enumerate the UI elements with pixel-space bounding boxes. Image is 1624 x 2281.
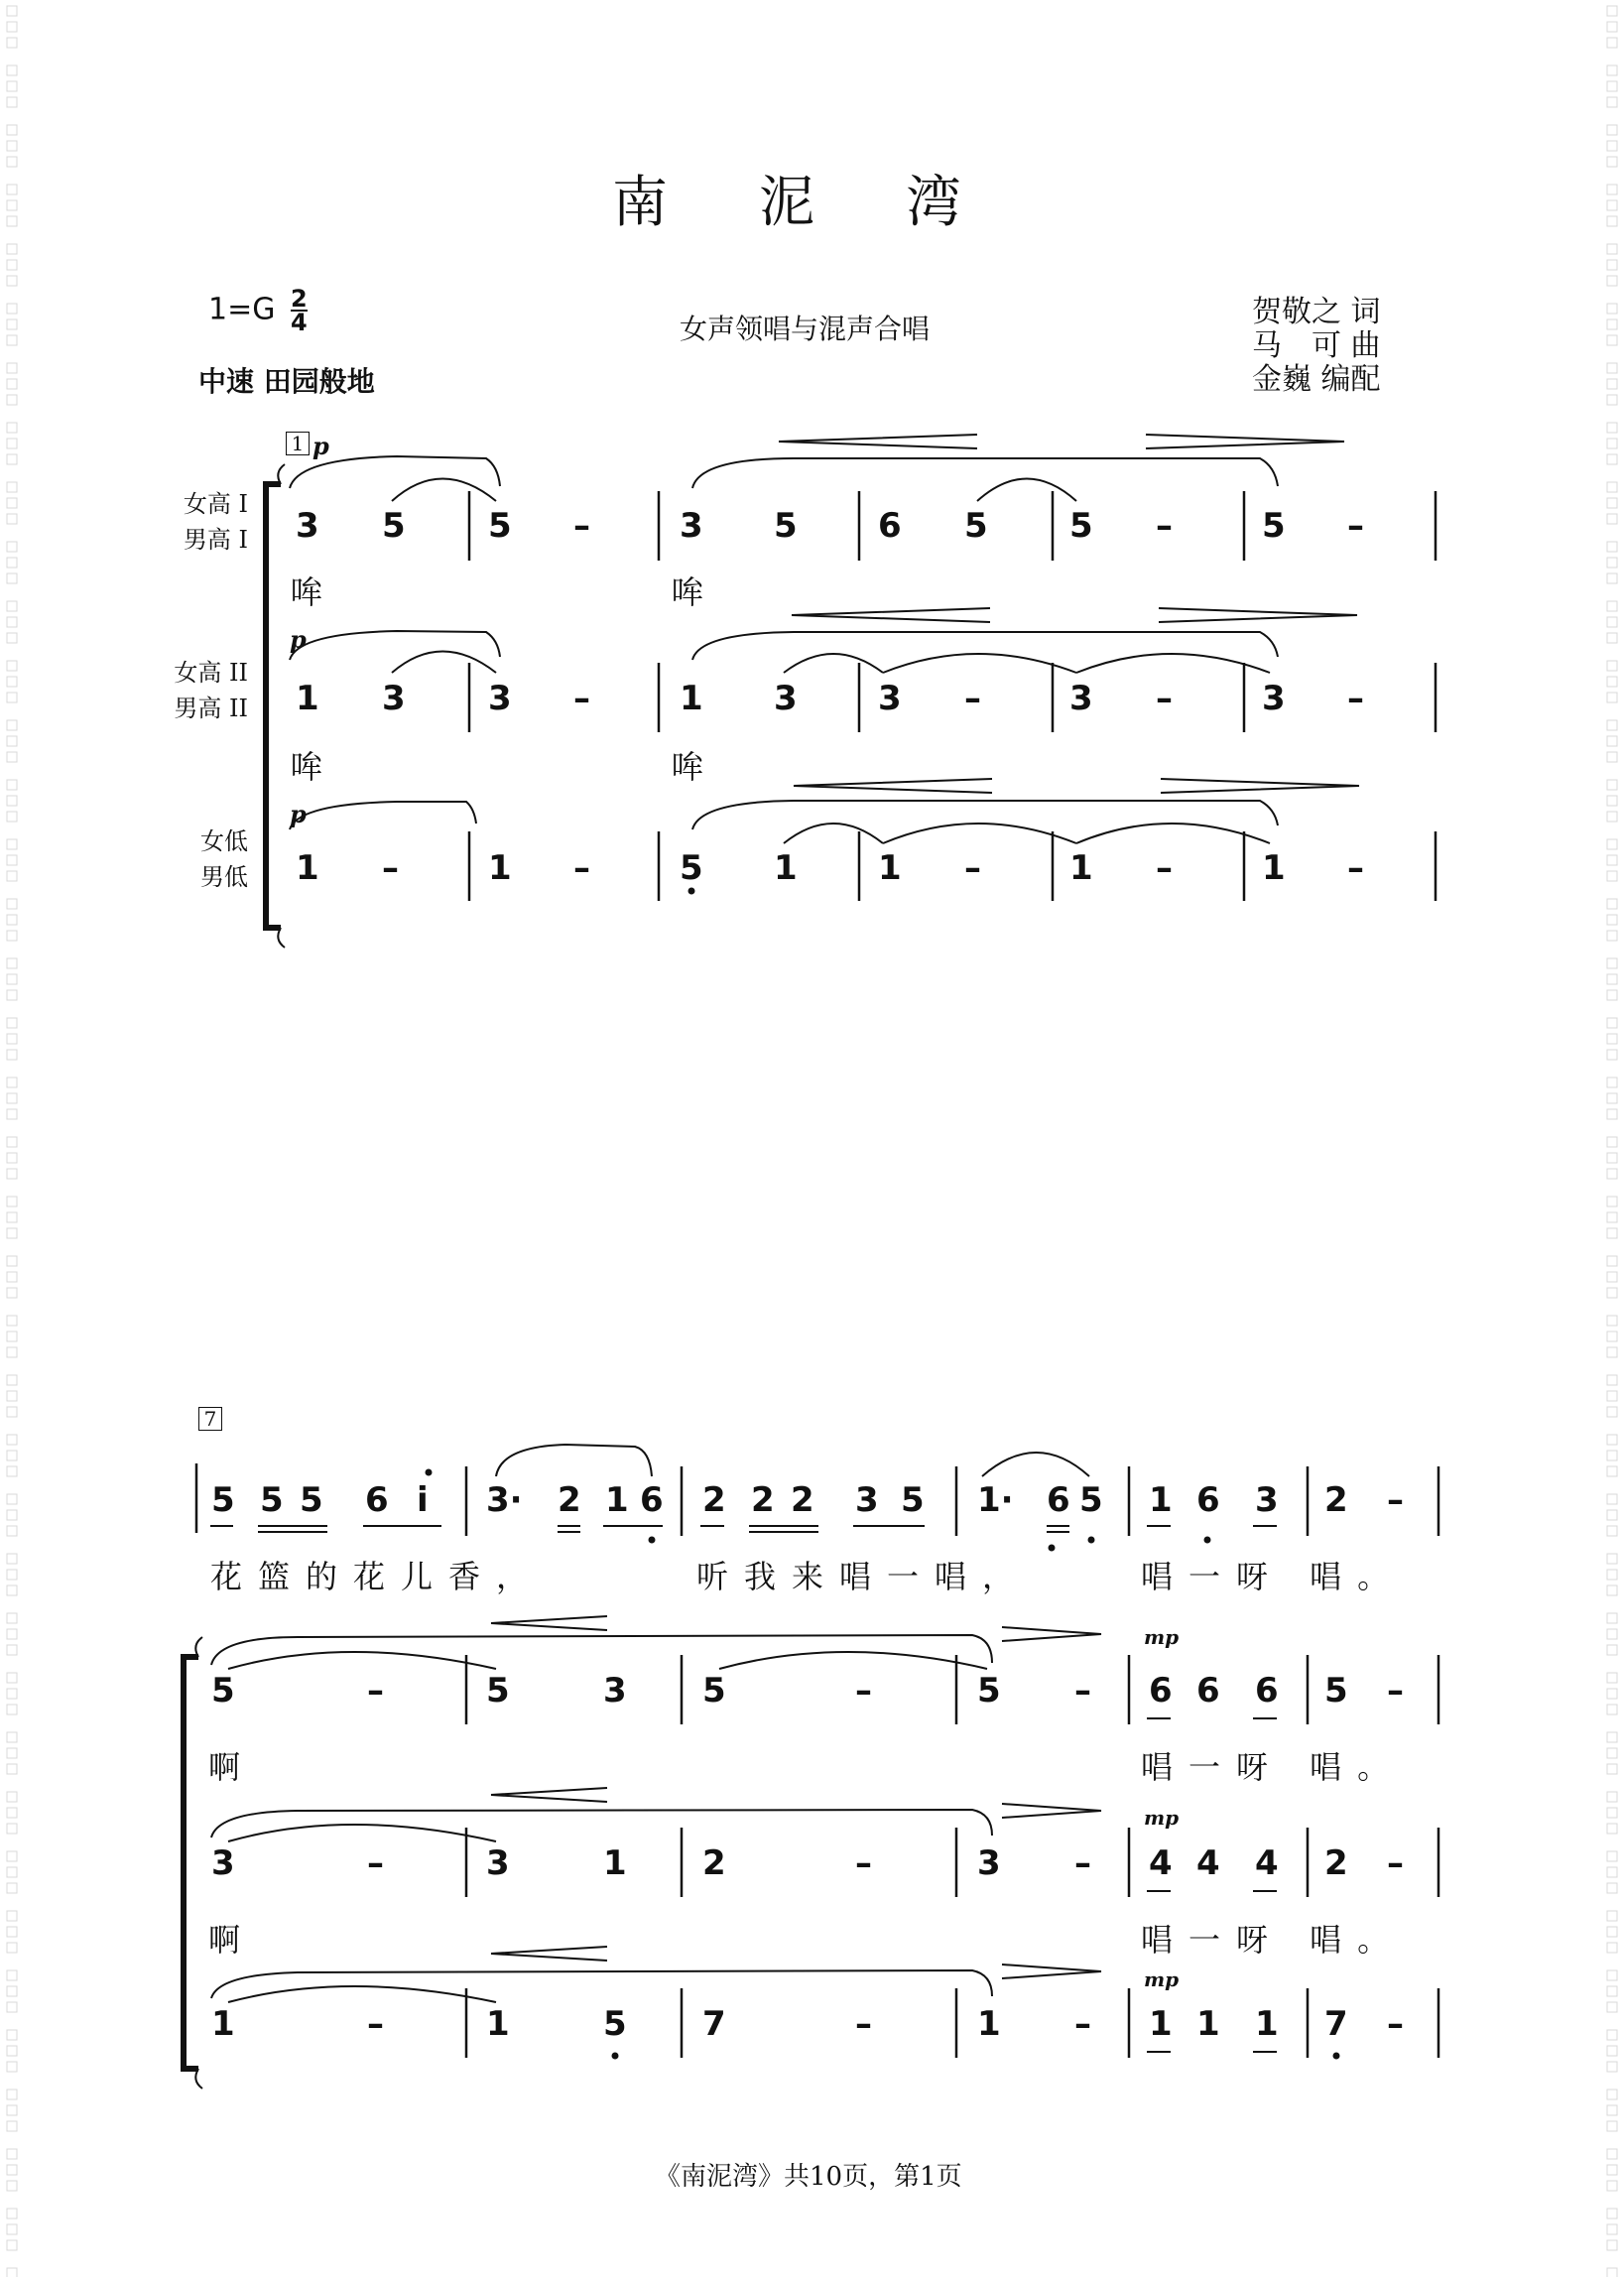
note: – [964,679,981,718]
note: 6 [878,506,902,546]
crescendo-hairpin [491,1616,607,1630]
note: – [1156,506,1173,546]
note: 3 [855,1480,879,1520]
crescendo-hairpin [792,608,990,622]
note: 1 [486,2004,510,2044]
note: – [573,679,590,718]
note: 5 [1324,1671,1348,1711]
dynamic-p: p [312,432,329,460]
lyric: 唱一呀 唱。 [1141,1558,1406,1595]
note: 1 [488,848,512,888]
note: 6 [1047,1480,1070,1520]
part-label-line: 女低 [200,827,248,855]
tie [228,1652,496,1669]
note: 1 [211,2004,235,2044]
note: 3 [486,1843,510,1883]
slur [692,632,1278,660]
note: 1 [977,2004,1001,2044]
note: – [367,2004,384,2044]
note: 2 [1324,1843,1348,1883]
note: 2 [751,1480,775,1520]
tempo-marking: 中速 田园般地 [198,365,375,398]
note: – [1156,679,1173,718]
note: – [1347,506,1364,546]
note: 7 [702,2004,726,2044]
barlines-s2p1 [466,1655,1438,1724]
lyric: 唱一呀 唱。 [1141,1748,1406,1786]
note: 3 [1262,679,1286,718]
note: 5 [774,506,798,546]
note: 3 [774,679,798,718]
slur [211,1970,992,1998]
note: 5 [1262,506,1286,546]
part-label-line: 女高 I [183,490,248,518]
dynamic-mp: mp [1144,1625,1180,1649]
note: – [382,848,399,888]
note: 5 [603,2004,627,2044]
lyric: 唱一呀 唱。 [1141,1921,1406,1959]
key-label: 1=G [208,292,276,327]
lyric: 听我来唱一唱， [696,1558,1031,1595]
dynamic-mp: mp [1144,1806,1180,1830]
note: 3 [977,1843,1001,1883]
note: – [1387,1671,1404,1711]
dynamic-p: p [290,800,307,828]
note: 5 [964,506,988,546]
time-sig-bottom: 4 [291,309,308,336]
credit-arranger: 金巍 编配 [1252,362,1381,397]
note: 1 [1149,1480,1173,1520]
tie [228,1986,496,2002]
barlines-part3 [469,831,1436,901]
note: 1 [1255,2004,1279,2044]
dynamic-p: p [290,625,307,654]
note: 1 [1149,2004,1173,2044]
page-title: 南 泥 湾 [612,171,979,235]
lyric: 哞 [672,748,720,786]
system1-bracket [266,484,281,928]
note: 6 [1255,1671,1279,1711]
time-sig-top: 2 [291,285,308,313]
note: 5 [702,1671,726,1711]
part-label-line: 女高 II [174,659,248,687]
barlines-s2p2 [466,1828,1438,1897]
note: 6 [1196,1671,1220,1711]
note: 5 [1079,1480,1103,1520]
note: 1 [603,1843,627,1883]
note: 3 [1255,1480,1279,1520]
tie [883,654,1076,673]
part-label-line: 男高 I [183,526,248,554]
crescendo-hairpin [779,435,977,448]
crescendo-hairpin [491,1788,607,1802]
note: 1 [296,679,319,718]
tie [977,479,1076,502]
lyric: 花篮的花儿香， [210,1558,545,1595]
barlines-s2p3 [466,1988,1438,2058]
credit-lyricist: 贺敬之 词 [1252,295,1381,329]
low-octave-dot [688,888,695,895]
slur [982,1453,1089,1476]
bracket-hook [195,2069,202,2089]
note: – [1347,848,1364,888]
tie [784,824,883,843]
note: 5 [1069,506,1093,546]
note: 5 [488,506,512,546]
note: 3 [1069,679,1093,718]
note: 2 [558,1480,581,1520]
note: 3· [486,1480,523,1520]
tie [1076,824,1270,843]
note: 5 [260,1480,284,1520]
lyric: 哞 [291,573,339,611]
rehearsal-mark-1: 1 [286,432,310,455]
slur [290,802,476,829]
note: 5 [211,1671,235,1711]
note: 3 [382,679,406,718]
bracket-hook [278,464,285,484]
decrescendo-hairpin [1161,779,1359,793]
note: 3 [488,679,512,718]
note: 6 [1149,1671,1173,1711]
note: – [367,1671,384,1711]
note: – [1387,1480,1404,1520]
note: – [573,506,590,546]
note: 2 [791,1480,814,1520]
note: 5 [680,848,703,888]
barlines-part1 [469,491,1436,561]
note: 1 [296,848,319,888]
crescendo-hairpin [491,1947,607,1961]
note: – [573,848,590,888]
note: – [1347,679,1364,718]
note: 4 [1149,1843,1173,1883]
note: 7 [1324,2004,1348,2044]
note: 3 [878,679,902,718]
note: 1 [774,848,798,888]
note: – [1156,848,1173,888]
part-label-line: 男高 II [174,695,248,722]
page-footer: 《南泥湾》共10页，第1页 [655,2162,962,2192]
note: 3 [680,506,703,546]
note: 3 [296,506,319,546]
tie [392,652,496,674]
slur [211,1810,992,1837]
tie [883,824,1076,843]
note: – [1074,2004,1091,2044]
decrescendo-hairpin [1159,608,1357,622]
tie [784,654,883,673]
lyric: 啊 [208,1748,257,1786]
tie [719,1652,987,1669]
note: – [855,1843,872,1883]
note: 5 [977,1671,1001,1711]
note: – [855,1671,872,1711]
note: 5 [901,1480,925,1520]
note: 5 [382,506,406,546]
note: 1 [1196,2004,1220,2044]
bracket-hook [278,928,285,948]
slur [692,458,1278,488]
note: 4 [1255,1843,1279,1883]
note: – [1387,1843,1404,1883]
subtitle: 女声领唱与混声合唱 [680,313,931,345]
tie [1076,654,1270,673]
system1-graphics [266,435,1436,948]
bracket-hook [195,1637,202,1657]
slur [496,1445,652,1476]
note: 6 [1196,1480,1220,1520]
note: 2 [702,1480,726,1520]
note: 4 [1196,1843,1220,1883]
note: 3 [603,1671,627,1711]
tie [228,1825,496,1841]
crescendo-hairpin [794,779,992,793]
note: – [1074,1671,1091,1711]
system2-graphics [184,1445,1438,2089]
note: 1 [1262,848,1286,888]
decrescendo-hairpin [1146,435,1344,448]
note: 1 [680,679,703,718]
part-label-line: 男低 [200,863,248,891]
system2-bracket [184,1657,198,2069]
decrescendo-hairpin [1002,1627,1101,1641]
lyric: 啊 [208,1921,257,1959]
tie [392,479,496,502]
note: – [367,1843,384,1883]
note: 2 [702,1843,726,1883]
decrescendo-hairpin [1002,1804,1101,1818]
note: – [855,2004,872,2044]
note: 3 [211,1843,235,1883]
note: i [417,1480,429,1520]
note: 1 [605,1480,629,1520]
note: 5 [300,1480,323,1520]
note: 5 [486,1671,510,1711]
rehearsal-mark-7: 7 [198,1407,222,1431]
note: – [1074,1843,1091,1883]
note: 1 [1069,848,1093,888]
decrescendo-hairpin [1002,1964,1101,1978]
note: 6 [640,1480,664,1520]
note: – [964,848,981,888]
note: 1 [878,848,902,888]
lyric: 哞 [291,748,339,786]
credit-composer: 马 可 曲 [1252,328,1381,363]
note: 6 [365,1480,389,1520]
note: – [1387,2004,1404,2044]
lyric: 哞 [672,573,720,611]
slur [211,1635,992,1665]
dynamic-mp: mp [1144,1967,1180,1991]
note: 2 [1324,1480,1348,1520]
barlines-part2 [469,663,1436,732]
note: 5 [211,1480,235,1520]
note: 1· [977,1480,1014,1520]
